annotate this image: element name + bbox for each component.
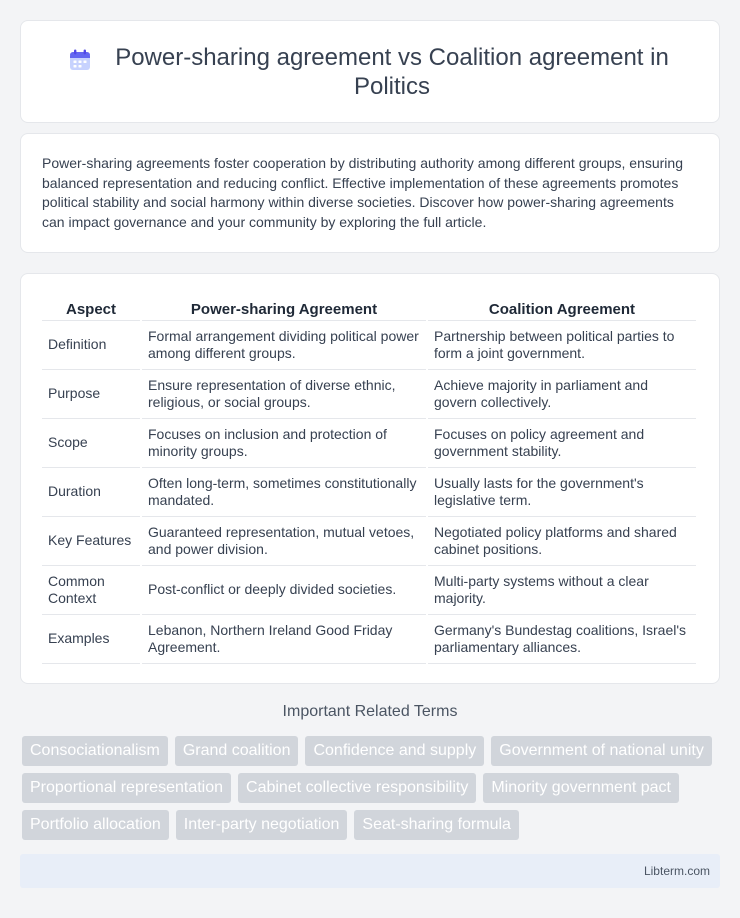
header: [68, 43, 672, 101]
footer: [20, 854, 720, 888]
related-term-tag[interactable]: Portfolio allocation: [22, 810, 169, 840]
row-aspect: Duration: [42, 468, 140, 517]
table-row: [42, 615, 696, 664]
row-coalition: Focuses on policy agreement and government stability.: [428, 419, 696, 468]
table-row: [42, 566, 696, 615]
related-term-tag[interactable]: Seat-sharing formula: [354, 810, 519, 840]
row-power-sharing: Post-conflict or deeply divided societies.: [142, 566, 426, 615]
table-row: [42, 517, 696, 566]
header-power-sharing: Power-sharing Agreement: [142, 294, 426, 321]
table-row: [42, 321, 696, 370]
footer-site-link[interactable]: Libterm.com: [643, 864, 710, 878]
header-coalition: Coalition Agreement: [428, 294, 696, 321]
table-row: [42, 468, 696, 517]
row-coalition: Partnership between political parties to form a joint government.: [428, 321, 696, 370]
page-title: Power-sharing agreement vs Coalition agreement in Politics: [115, 43, 669, 100]
related-term-tag[interactable]: Minority government pact: [483, 773, 679, 803]
header-card: [20, 20, 720, 123]
row-aspect: Key Features: [42, 517, 140, 566]
row-power-sharing: Lebanon, Northern Ireland Good Friday Agreement.: [142, 615, 426, 664]
related-term-tag[interactable]: Inter-party negotiation: [176, 810, 348, 840]
header-aspect: Aspect: [42, 294, 140, 321]
related-terms-title: Important Related Terms: [282, 703, 458, 720]
row-aspect: Examples: [42, 615, 140, 664]
calendar-icon: [68, 48, 92, 72]
row-power-sharing: Guaranteed representation, mutual vetoes, and power division.: [142, 517, 426, 566]
comparison-table: [40, 294, 698, 664]
row-power-sharing: Focuses on inclusion and protection of minority groups.: [142, 419, 426, 468]
row-aspect: Definition: [42, 321, 140, 370]
row-coalition: Multi-party systems without a clear majority.: [428, 566, 696, 615]
table-row: [42, 419, 696, 468]
intro-card: [20, 133, 720, 253]
row-aspect: Common Context: [42, 566, 140, 615]
row-coalition: Negotiated policy platforms and shared cabinet positions.: [428, 517, 696, 566]
row-coalition: Usually lasts for the government's legislative term.: [428, 468, 696, 517]
related-term-tag[interactable]: Proportional representation: [22, 773, 231, 803]
row-power-sharing: Formal arrangement dividing political power among different groups.: [142, 321, 426, 370]
related-term-tag[interactable]: Confidence and supply: [305, 736, 484, 766]
row-aspect: Scope: [42, 419, 140, 468]
row-coalition: Germany's Bundestag coalitions, Israel's parliamentary alliances.: [428, 615, 696, 664]
row-aspect: Purpose: [42, 370, 140, 419]
table-header-row: [42, 294, 696, 321]
intro-text: Power-sharing agreements foster cooperation by distributing authority among different groups, ensuring balanced representation and reducing conflict. Effective implementation of these agreements promotes political stability and social harmony within diverse societies. Discover how power-sharing agreements can impact governance and your community by exploring the full article.: [42, 155, 683, 230]
related-term-tag[interactable]: Consociationalism: [22, 736, 168, 766]
row-coalition: Achieve majority in parliament and govern collectively.: [428, 370, 696, 419]
table-row: [42, 370, 696, 419]
related-terms-list: [22, 736, 722, 840]
comparison-card: [20, 273, 720, 684]
row-power-sharing: Often long-term, sometimes constitutionally mandated.: [142, 468, 426, 517]
related-term-tag[interactable]: Government of national unity: [491, 736, 712, 766]
related-term-tag[interactable]: Grand coalition: [175, 736, 299, 766]
related-term-tag[interactable]: Cabinet collective responsibility: [238, 773, 476, 803]
row-power-sharing: Ensure representation of diverse ethnic, religious, or social groups.: [142, 370, 426, 419]
